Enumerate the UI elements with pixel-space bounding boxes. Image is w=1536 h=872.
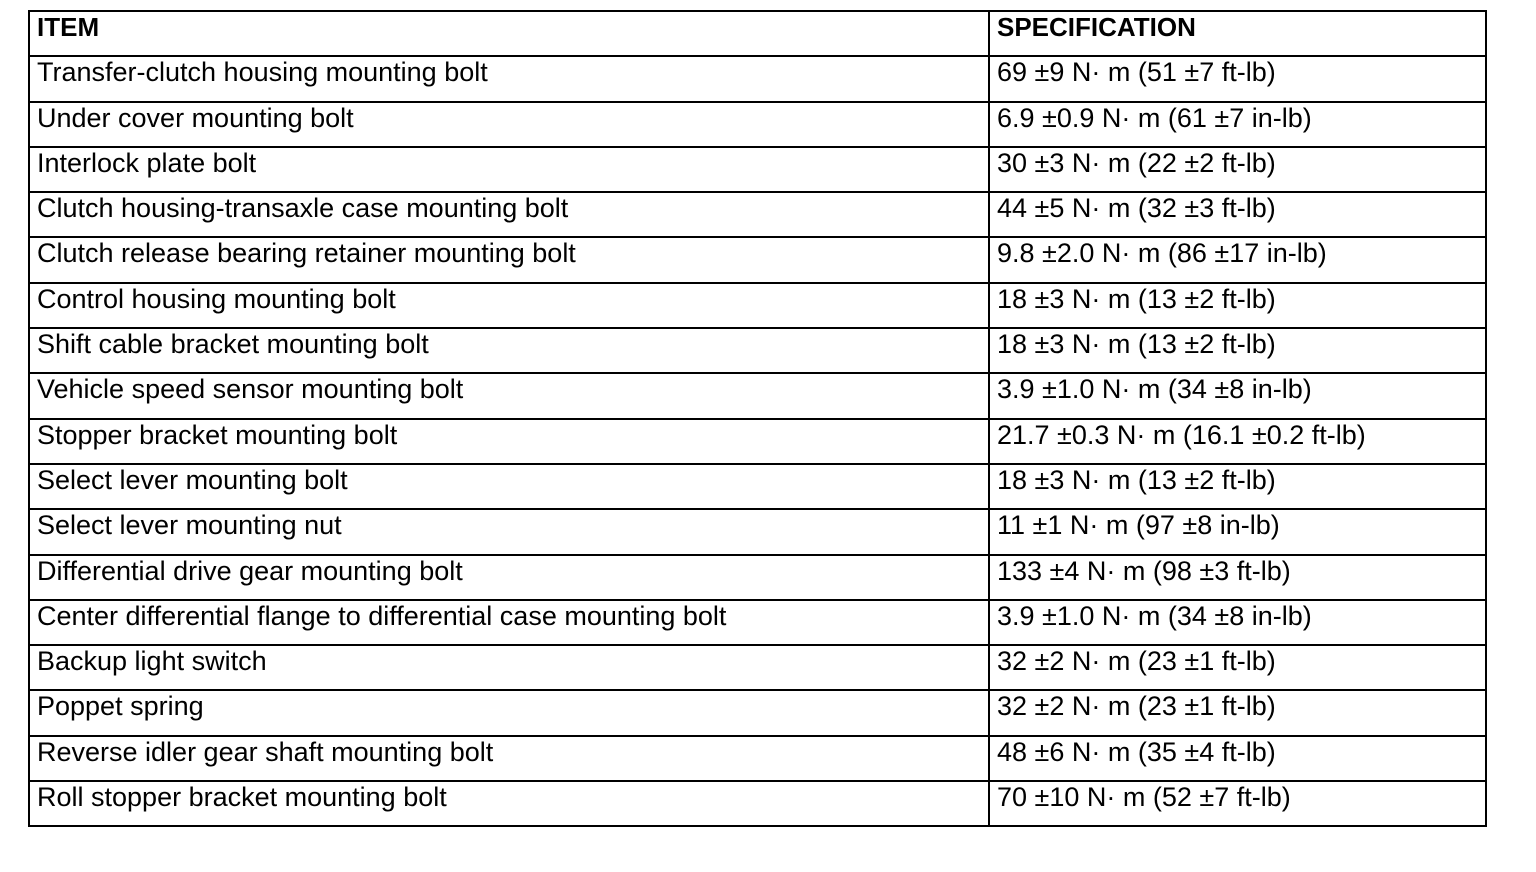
item-cell: Center differential flange to differential case mounting bolt [29, 600, 989, 645]
specification-cell: 32 ±2 N· m (23 ±1 ft-lb) [989, 690, 1486, 735]
table-row [29, 781, 1486, 826]
item-cell: Backup light switch [29, 645, 989, 690]
table-row [29, 555, 1486, 600]
table-row [29, 56, 1486, 101]
item-cell: Clutch housing-transaxle case mounting bolt [29, 192, 989, 237]
item-cell: Shift cable bracket mounting bolt [29, 328, 989, 373]
table-row [29, 690, 1486, 735]
specification-cell: 48 ±6 N· m (35 ±4 ft-lb) [989, 736, 1486, 781]
specification-cell: 44 ±5 N· m (32 ±3 ft-lb) [989, 192, 1486, 237]
item-cell: Roll stopper bracket mounting bolt [29, 781, 989, 826]
item-cell: Interlock plate bolt [29, 147, 989, 192]
torque-spec-table [28, 10, 1487, 827]
column-header-item: ITEM [29, 11, 989, 56]
item-cell: Transfer-clutch housing mounting bolt [29, 56, 989, 101]
specification-cell: 18 ±3 N· m (13 ±2 ft-lb) [989, 283, 1486, 328]
item-cell: Select lever mounting bolt [29, 464, 989, 509]
table-row [29, 419, 1486, 464]
specification-cell: 6.9 ±0.9 N· m (61 ±7 in-lb) [989, 102, 1486, 147]
item-cell: Reverse idler gear shaft mounting bolt [29, 736, 989, 781]
specification-cell: 30 ±3 N· m (22 ±2 ft-lb) [989, 147, 1486, 192]
specification-cell: 69 ±9 N· m (51 ±7 ft-lb) [989, 56, 1486, 101]
item-cell: Poppet spring [29, 690, 989, 735]
table-header [29, 11, 1486, 56]
item-cell: Vehicle speed sensor mounting bolt [29, 373, 989, 418]
specification-cell: 133 ±4 N· m (98 ±3 ft-lb) [989, 555, 1486, 600]
table-row [29, 600, 1486, 645]
specification-cell: 3.9 ±1.0 N· m (34 ±8 in-lb) [989, 600, 1486, 645]
specification-cell: 32 ±2 N· m (23 ±1 ft-lb) [989, 645, 1486, 690]
table-row [29, 147, 1486, 192]
table-row [29, 192, 1486, 237]
column-header-specification: SPECIFICATION [989, 11, 1486, 56]
item-cell: Differential drive gear mounting bolt [29, 555, 989, 600]
table-row [29, 283, 1486, 328]
specification-cell: 9.8 ±2.0 N· m (86 ±17 in-lb) [989, 237, 1486, 282]
specification-cell: 3.9 ±1.0 N· m (34 ±8 in-lb) [989, 373, 1486, 418]
specification-cell: 11 ±1 N· m (97 ±8 in-lb) [989, 509, 1486, 554]
item-cell: Control housing mounting bolt [29, 283, 989, 328]
table-row [29, 509, 1486, 554]
table-row [29, 645, 1486, 690]
specification-cell: 21.7 ±0.3 N· m (16.1 ±0.2 ft-lb) [989, 419, 1486, 464]
header-row [29, 11, 1486, 56]
specification-cell: 18 ±3 N· m (13 ±2 ft-lb) [989, 328, 1486, 373]
table-row [29, 237, 1486, 282]
table-row [29, 373, 1486, 418]
item-cell: Stopper bracket mounting bolt [29, 419, 989, 464]
table-row [29, 736, 1486, 781]
table-row [29, 102, 1486, 147]
item-cell: Clutch release bearing retainer mounting bolt [29, 237, 989, 282]
item-cell: Select lever mounting nut [29, 509, 989, 554]
table-body [29, 56, 1486, 826]
table-row [29, 328, 1486, 373]
specification-cell: 18 ±3 N· m (13 ±2 ft-lb) [989, 464, 1486, 509]
item-cell: Under cover mounting bolt [29, 102, 989, 147]
specification-cell: 70 ±10 N· m (52 ±7 ft-lb) [989, 781, 1486, 826]
table-row [29, 464, 1486, 509]
